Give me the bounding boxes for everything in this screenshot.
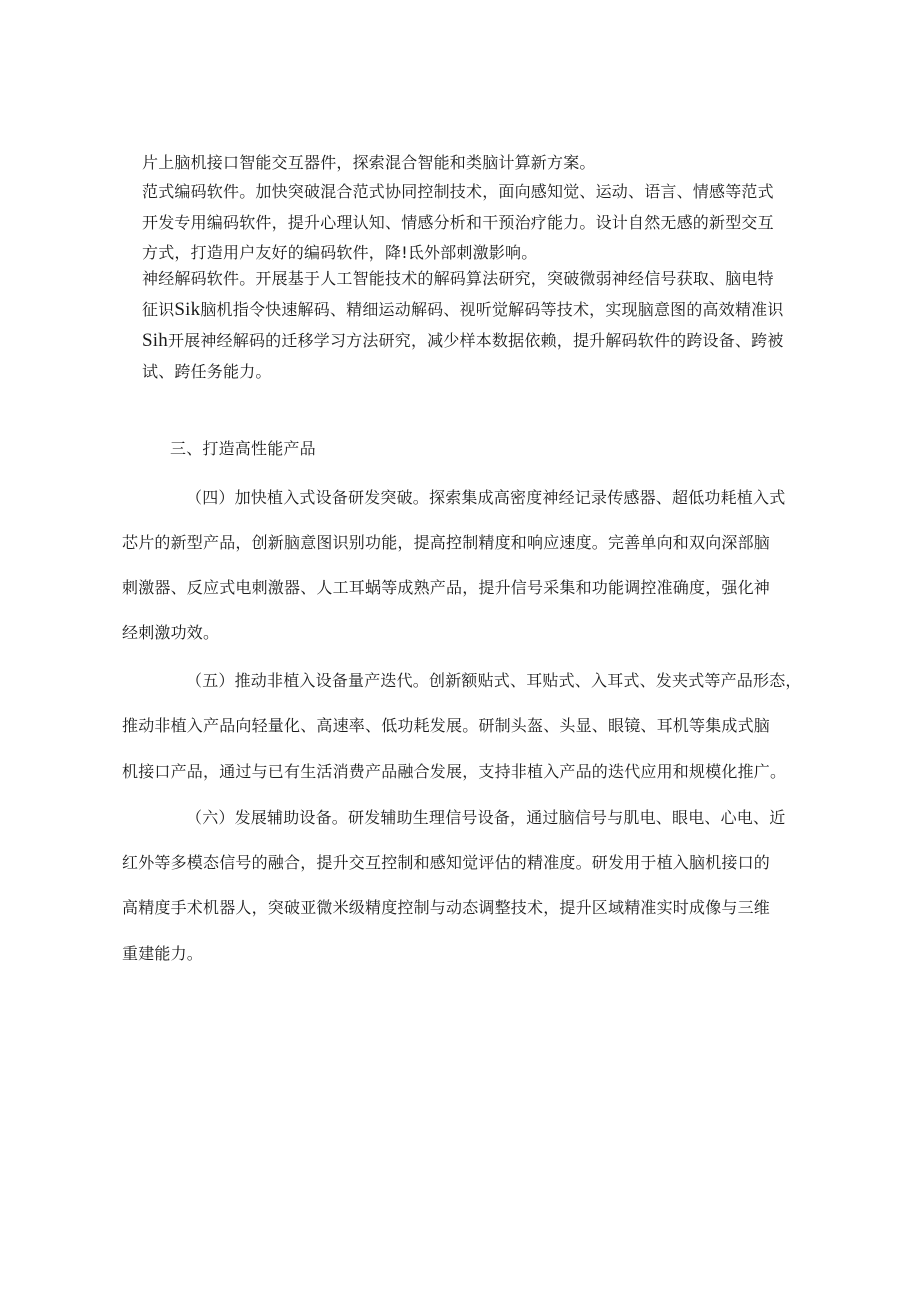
text-line: 经刺激功效。 [122, 623, 220, 642]
text-line: 高精度手术机器人，突破亚微米级精度控制与动态调整技术，提升区域精准实时成像与三维 [122, 898, 771, 917]
text-line: 红外等多模态信号的融合，提升交互控制和感知觉评估的精准度。研发用于植入脑机接口的 [122, 853, 771, 872]
text-line: 芯片的新型产品，创新脑意图识别功能，提高控制精度和响应速度。完善单向和双向深部脑 [122, 533, 771, 552]
text-line: 机接口产品，通过与已有生活消费产品融合发展，支持非植入产品的迭代应用和规模化推广。 [122, 762, 787, 781]
text-line: 重建能力。 [122, 944, 204, 963]
text-line: 范式编码软件。加快突破混合范式协同控制技术，面向感知觉、运动、语言、情感等范式 [142, 182, 774, 201]
text-line: （四）加快植入式设备研发突破。探索集成高密度神经记录传感器、超低功耗植入式 [186, 488, 786, 507]
text-line: 神经解码软件。开展基于人工智能技术的解码算法研究，突破微弱神经信号获取、脑电特 [142, 269, 774, 288]
section-heading: 三、打造高性能产品 [170, 439, 316, 458]
text-line: 开发专用编码软件，提升心理认知、情感分析和干预治疗能力。设计自然无感的新型交互 [142, 213, 774, 232]
text-segment: 征识 [142, 300, 175, 319]
text-segment: 开展神经解码的迁移学习方法研究，减少样本数据依赖，提升解码软件的跨设备、跨被 [167, 331, 784, 350]
text-line: 片上脑机接口智能交互器件，探索混合智能和类脑计算新方案。 [142, 153, 596, 172]
text-segment: 脑机指令快速解码、精细运动解码、视听觉解码等技术，实现脑意图的高效精准识 [200, 300, 784, 319]
text-line: 刺激器、反应式电刺激器、人工耳蜗等成熟产品，提升信号采集和功能调控准确度，强化神 [122, 578, 771, 597]
text-line [142, 330, 784, 352]
ocr-artifact-text: Sih [142, 330, 168, 351]
ocr-artifact-text: Sik [174, 299, 201, 320]
text-line [142, 299, 784, 321]
text-line: 推动非植入产品向轻量化、高速率、低功耗发展。研制头盔、头显、眼镜、耳机等集成式脑 [122, 716, 771, 735]
text-line: 试、跨任务能力。 [142, 362, 272, 381]
text-line: （五）推动非植入设备量产迭代。创新额贴式、耳贴式、入耳式、发夹式等产品形态， [186, 671, 802, 690]
text-line: （六）发展辅助设备。研发辅助生理信号设备，通过脑信号与肌电、眼电、心电、近 [186, 808, 786, 827]
text-line: 方式，打造用户友好的编码软件，降!氐外部刺激影响。 [142, 243, 538, 262]
